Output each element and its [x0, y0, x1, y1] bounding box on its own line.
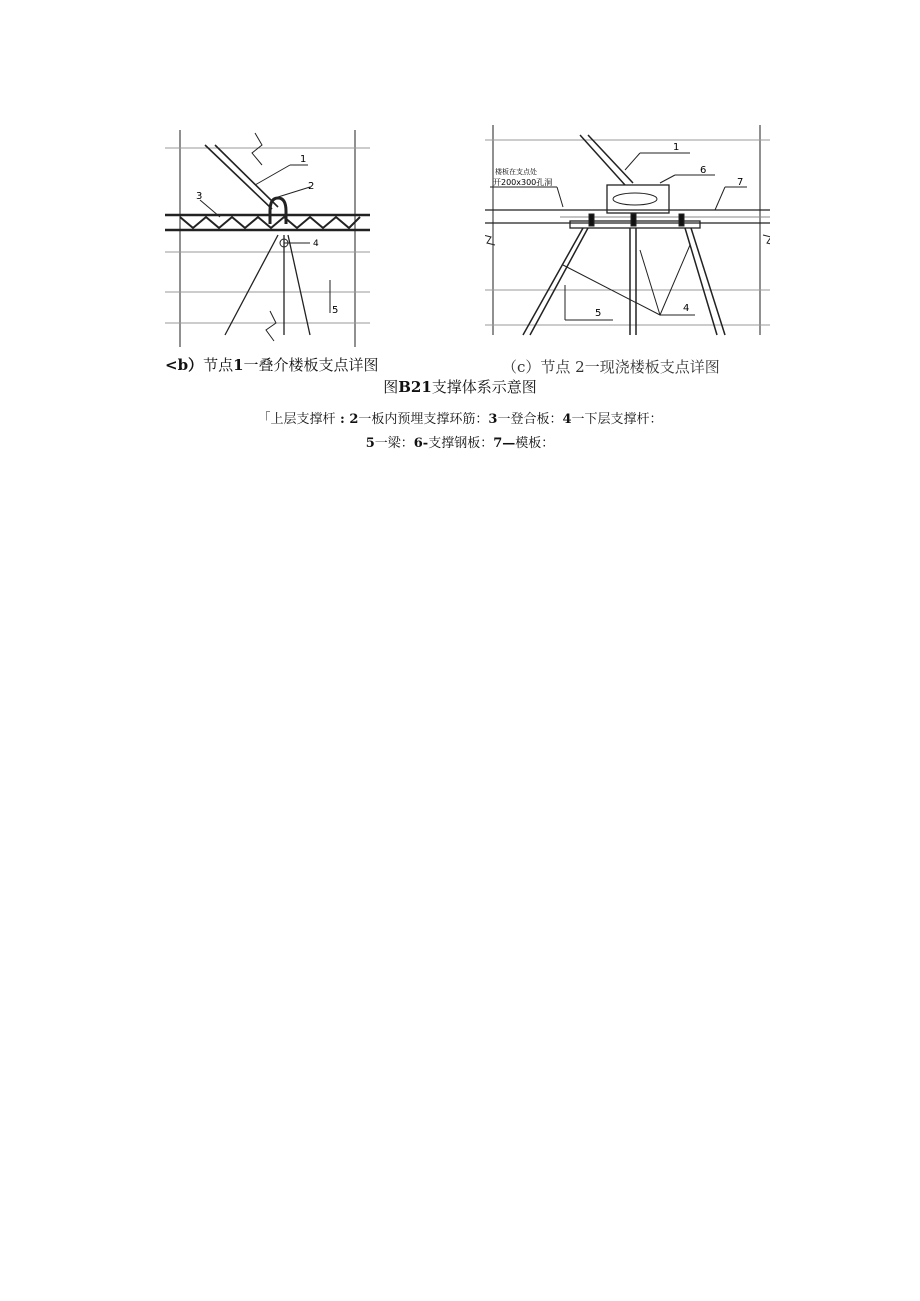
legend-item-5-num: 5: [365, 436, 375, 451]
label-3: 3: [196, 191, 203, 202]
leader-7: [715, 187, 725, 210]
break-mark: [763, 235, 770, 245]
note-line-1: 楼板在支点处: [495, 168, 537, 176]
legend-item-4-num: 4: [562, 412, 572, 427]
legend-line-1: [0, 408, 920, 427]
lower-leg-left-2: [530, 228, 588, 335]
caption-b-prefix: <b）: [165, 356, 204, 374]
figure-title: [0, 376, 920, 397]
break-mark: [252, 133, 262, 165]
caption-b-num: 1: [233, 356, 244, 374]
label-5: 5: [595, 308, 602, 319]
label-2: 2: [308, 181, 315, 192]
legend-item-7-num: 7—: [493, 436, 516, 451]
label-1: 1: [300, 154, 307, 165]
label-6: 6: [700, 165, 707, 176]
figure-title-prefix: 图: [383, 378, 399, 396]
label-4: 4: [313, 239, 319, 249]
leader-1: [625, 153, 640, 170]
lower-brace-1: [225, 235, 278, 335]
cross-bracing: [640, 250, 660, 315]
node-2-cast-slab-detail: [485, 125, 770, 340]
figure-title-code: B21: [398, 378, 432, 396]
leader-note: [557, 187, 563, 207]
legend-item-2-num: : 2: [335, 412, 359, 427]
lower-leg-right-2: [691, 228, 725, 335]
leader-1: [255, 165, 290, 185]
hole: [613, 193, 657, 205]
cross-bracing: [563, 245, 690, 315]
legend-item-5-text: 一梁：: [374, 436, 414, 451]
legend-item-1-text: 「上层支撑杆: [257, 412, 336, 427]
steel-plate-box: [607, 185, 669, 213]
upper-brace-2: [215, 145, 278, 207]
bolt: [631, 214, 636, 226]
legend-item-7-text: 模板：: [515, 436, 555, 451]
legend-item-2-text: 一板内预埋支撑环筋：: [358, 412, 489, 427]
node-1-composite-slab-detail: [160, 125, 375, 347]
caption-b: [165, 354, 379, 375]
caption-c: （c）节点 2一现浇楼板支点详图: [502, 358, 720, 376]
upper-brace-1: [580, 135, 625, 185]
label-5: 5: [332, 305, 339, 316]
leader-6: [660, 175, 675, 183]
leader-2: [278, 187, 310, 197]
legend-item-4-text: 一下层支撑杆：: [571, 412, 663, 427]
label-4: 4: [683, 303, 690, 314]
break-mark: [266, 311, 276, 341]
legend-item-6-num: 6-: [413, 436, 429, 451]
note-line-2: 开200x300孔洞: [493, 178, 553, 187]
legend-item-3-num: 3: [488, 412, 498, 427]
lower-brace-3: [288, 235, 310, 335]
bolt: [679, 214, 684, 226]
legend-item-3-text: 一登合板：: [497, 412, 563, 427]
label-1: 1: [673, 142, 680, 153]
upper-brace-2: [588, 135, 633, 183]
caption-b-mid: 节点: [203, 356, 234, 374]
caption-b-rest: 一叠介楼板支点详图: [243, 356, 379, 374]
figure-title-suffix: 支撑体系示意图: [431, 378, 537, 396]
legend-item-6-text: 支撑钢板：: [428, 436, 494, 451]
lower-leg-right: [685, 228, 717, 335]
lower-leg-left: [523, 228, 583, 335]
label-7: 7: [737, 177, 744, 188]
legend-line-2: [0, 432, 920, 451]
bolt: [589, 214, 594, 226]
upper-brace-1: [205, 145, 272, 209]
